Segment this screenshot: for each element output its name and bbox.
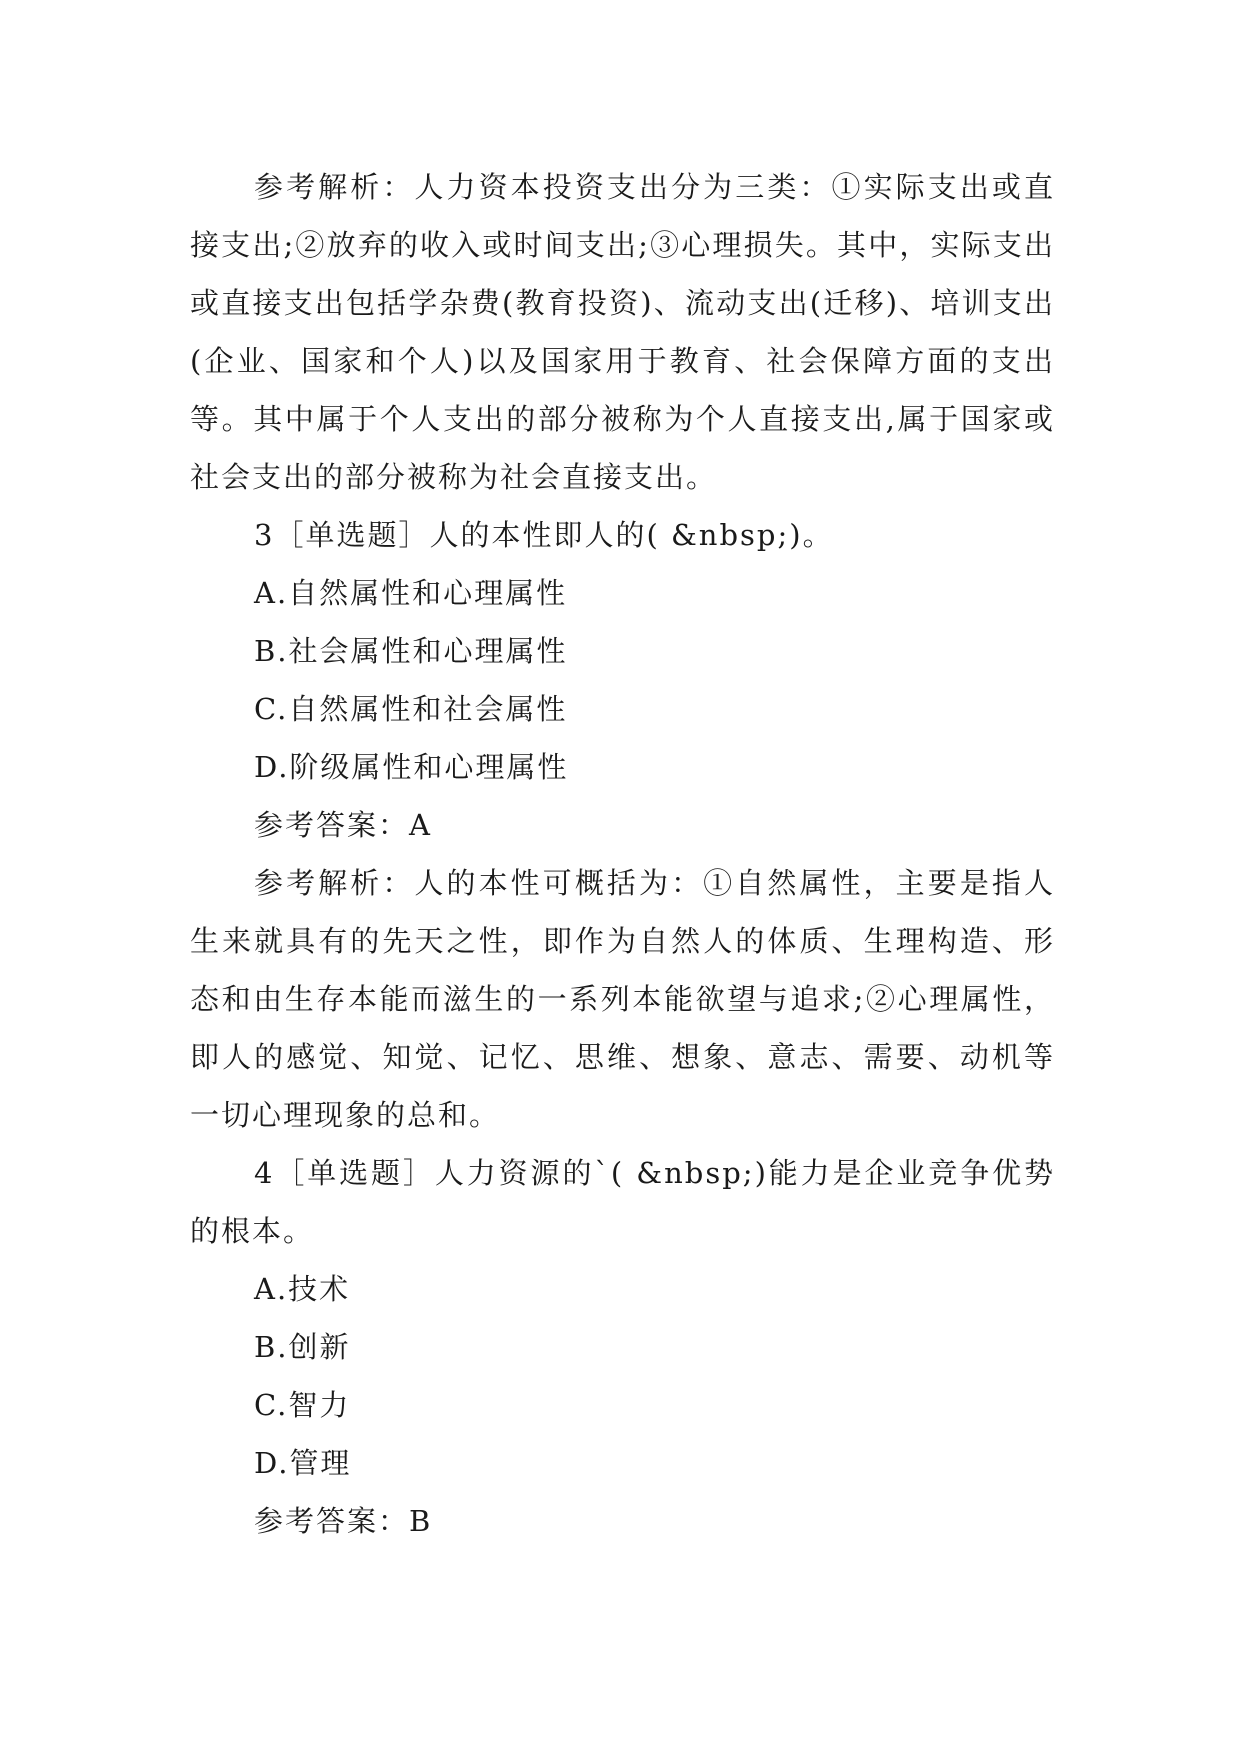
q4-answer: 参考答案：B [254, 1504, 433, 1538]
q3-option-a: A.自然属性和心理属性 [254, 576, 568, 610]
q3-answer: 参考答案：A [254, 808, 432, 842]
q4-option-a: A.技术 [254, 1272, 351, 1306]
q4-option-c: C.智力 [254, 1388, 351, 1422]
q3-option-d: D.阶级属性和心理属性 [254, 750, 569, 784]
q4-option-b: B.创新 [254, 1330, 351, 1364]
q3-option-c: C.自然属性和社会属性 [254, 692, 568, 726]
q2-explanation: 参考解析：人力资本投资支出分为三类：①实际支出或直接支出;②放弃的收入或时间支出;③心理损失。其中，实际支出或直接支出包括学杂费(教育投资)、流动支出(迁移)、培训支出(企业、国家和个人)以及国家用于教育、社会保障方面的支出等。其中属于个人支出的部分被称为个人直接支出,属于国家或社会支出的部分被称为社会直接支出。 [190, 170, 1055, 494]
q4-option-d: D.管理 [254, 1446, 352, 1480]
q3-question: 3［单选题］人的本性即人的( &nbsp;)。 [254, 518, 834, 552]
q4-question: 4［单选题］人力资源的`( &nbsp;)能力是企业竞争优势的根本。 [190, 1156, 1055, 1248]
q3-explanation: 参考解析：人的本性可概括为：①自然属性，主要是指人生来就具有的先天之性，即作为自然人的体质、生理构造、形态和由生存本能而滋生的一系列本能欲望与追求;②心理属性，即人的感觉、知觉、记忆、思维、想象、意志、需要、动机等一切心理现象的总和。 [190, 866, 1055, 1132]
q3-option-b: B.社会属性和心理属性 [254, 634, 568, 668]
document-page [190, 158, 1055, 1550]
